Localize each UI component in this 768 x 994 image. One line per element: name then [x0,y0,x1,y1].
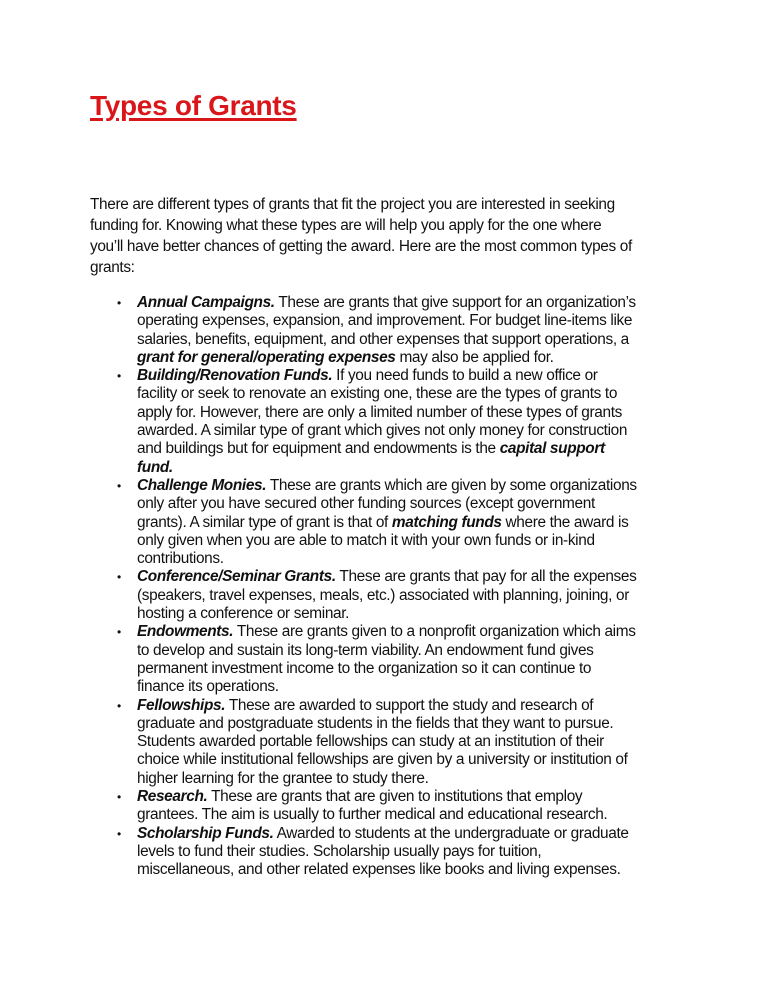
list-item-line [90,751,710,769]
list-item-line [90,806,710,824]
intro-line: you’ll have better chances of getting the award. Here are the most common types of [90,238,632,255]
item-text: Students awarded portable fellowships can study at an institution of their [137,733,604,751]
list-item-line [90,514,710,532]
intro-line: funding for. Knowing what these types are will help you apply for the one where [90,217,602,234]
item-text: (speakers, travel expenses, meals, etc.) associated with planning, joining, or [137,586,629,604]
item-text: These are grants which are given by some organizations [266,476,637,494]
item-text: only given when you are able to match it with your own funds or in-kind [137,531,595,549]
emphasized-term: Fellowships. [137,696,226,714]
list-item [90,568,710,623]
list-item-line [90,385,710,403]
item-text: and buildings but for equipment and endowments is the [137,440,500,458]
list-item-line [90,678,710,696]
item-text: may also be applied for. [395,348,554,366]
item-text: These are grants that are given to institutions that employ [207,788,583,806]
emphasized-term: Conference/Seminar Grants. [137,568,336,586]
list-item-line [90,623,710,641]
item-text: miscellaneous, and other related expenses like books and living expenses. [137,861,621,879]
list-item-line [90,642,710,660]
item-text: to develop and sustain its long-term viability. An endowment fund gives [137,641,594,659]
list-item-line [90,715,710,733]
list-item-line [90,422,710,440]
bullet-icon: • [117,826,121,841]
list-item-line [90,843,710,861]
item-text: These are grants given to a nonprofit organization which aims [233,623,636,641]
list-item-line [90,660,710,678]
emphasized-term: Building/Renovation Funds. [137,367,333,385]
list-item [90,788,710,825]
bullet-icon: • [117,296,121,310]
item-text: permanent investment income to the organization so it can continue to [137,659,592,677]
item-text: Awarded to students at the undergraduate or graduate [273,824,629,842]
emphasized-term: fund. [137,458,173,476]
list-item-line [90,861,710,879]
bullet-icon: • [117,625,121,640]
item-text: hosting a conference or seminar. [137,605,350,623]
item-text: operating expenses, expansion, and improvement. For budget line-items like [137,312,633,330]
list-item-line [90,367,710,385]
list-item [90,367,710,477]
list-item-line [90,568,710,586]
list-item [90,294,710,367]
emphasized-term: matching funds [391,513,502,531]
emphasized-term: Challenge Monies. [137,476,267,494]
item-text: apply for. However, there are only a limited number of these types of grants [137,403,622,421]
item-text: If you need funds to build a new office or [332,367,598,385]
intro-paragraph [90,194,690,278]
intro-line: There are different types of grants that fit the project you are interested in seeking [90,196,615,213]
list-item [90,623,710,696]
item-text: levels to fund their studies. Scholarship usually pays for tuition, [137,842,542,860]
list-item-line [90,404,710,422]
emphasized-term: Research. [137,788,208,806]
item-text: salaries, benefits, equipment, and other expenses that support operations, a [137,330,629,348]
item-text: finance its operations. [137,678,279,696]
list-item-line [90,770,710,788]
list-item [90,477,710,568]
list-item-line [90,605,710,623]
item-text: These are grants that pay for all the expenses [335,568,637,586]
bullet-icon: • [117,570,121,585]
bullet-icon: • [117,369,121,384]
item-text: choice while institutional fellowships are given by a university or institution of [137,751,628,769]
item-text: facility or seek to renovate an existing one, these are the types of grants to [137,385,618,403]
grant-types-list [90,294,710,880]
list-item-line [90,477,710,495]
list-item-line [90,532,710,550]
item-text: contributions. [137,550,224,568]
item-text: higher learning for the grantee to study there. [137,769,429,787]
item-text: only after you have secured other funding sources (except government [137,495,595,513]
bullet-icon: • [117,478,121,493]
page-title: Types of Grants [90,90,297,121]
intro-line: grants: [90,259,135,276]
item-text: grants). A similar type of grant is that of [137,513,392,531]
list-item-line [90,459,710,477]
list-item [90,697,710,788]
list-item-line [90,312,710,330]
emphasized-term: Annual Campaigns. [137,294,275,311]
item-text: awarded. A similar type of grant which gives not only money for construction [137,422,628,440]
item-text: graduate and postgraduate students in the fields that they want to pursue. [137,714,614,732]
list-item [90,825,710,880]
list-item-line [90,550,710,568]
emphasized-term: Scholarship Funds. [137,824,274,842]
emphasized-term: capital support [499,440,605,458]
item-text: These are awarded to support the study and research of [225,696,594,714]
list-item-line [90,495,710,513]
list-item-line [90,697,710,715]
list-item-line [90,349,710,367]
item-text: where the award is [501,513,629,531]
list-item-line [90,587,710,605]
item-text: grantees. The aim is usually to further medical and educational research. [137,806,608,824]
emphasized-term: Endowments. [137,623,234,641]
list-item-line [90,331,710,349]
list-item-line [90,825,710,843]
list-item-line [90,294,710,312]
bullet-icon: • [117,790,121,805]
list-item-line [90,788,710,806]
item-text: These are grants that give support for an organization’s [274,294,636,311]
bullet-icon: • [117,698,121,713]
list-item-line [90,440,710,458]
list-item-line [90,733,710,751]
emphasized-term: grant for general/operating expenses [137,348,396,366]
